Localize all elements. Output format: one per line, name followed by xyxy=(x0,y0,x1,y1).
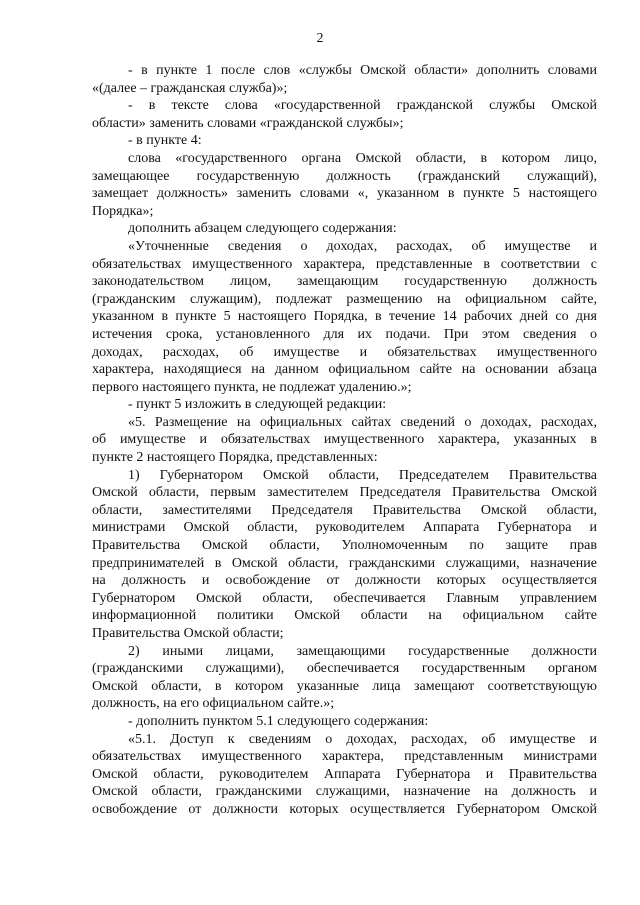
text-line: обязательствах имущественного характера, представленные в соответствии с xyxy=(92,256,597,272)
text-line: истечения срока, установленного для их подачи. При этом сведения о xyxy=(92,326,597,342)
text-line: об имуществе и обязательствах имущественного характера, указанных в xyxy=(92,432,597,448)
text-line: предпринимателей в Омской области, гражданскими служащими, назначение xyxy=(92,555,597,571)
text-line: освобождение от должности которых осуществляется Губернатором Омской xyxy=(92,801,597,817)
text-line: «Уточненные сведения о доходах, расходах, об имуществе и xyxy=(128,238,597,254)
text-line: - в пункте 4: xyxy=(128,133,202,149)
text-line: слова «государственного органа Омской области, в котором лицо, xyxy=(128,150,597,166)
text-line: характера, находящиеся на данном официальном сайте на основании абзаца xyxy=(92,362,597,378)
text-line: Омской области, в котором указанные лица замещают соответствующую xyxy=(92,678,597,694)
text-line: (гражданскими служащими), обеспечивается государственным органом xyxy=(92,661,597,677)
text-line: обязательствах имущественного характера, представленным министрами xyxy=(92,749,597,765)
text-line: 2) иными лицами, замещающими государственные должности xyxy=(128,643,597,659)
text-line: на должность и освобождение от должности которых осуществляется xyxy=(92,573,597,589)
text-line: министрами Омской области, руководителем Аппарата Губернатора и xyxy=(92,520,597,536)
text-line: Омской области, первым заместителем Председателя Правительства Омской xyxy=(92,485,597,501)
text-line: Порядка»; xyxy=(92,203,154,219)
text-line: указанном в пункте 5 настоящего Порядка, в течение 14 рабочих дней со дня xyxy=(92,309,597,325)
text-line: - в пункте 1 после слов «службы Омской области» дополнить словами xyxy=(128,63,597,78)
text-line: Губернатором Омской области, обеспечивается Главным управлением xyxy=(92,590,597,606)
text-line: замещающее государственную должность (гражданский служащий), xyxy=(92,168,597,184)
text-line: законодательством лицом, замещающим государственную должность xyxy=(92,274,597,290)
text-line: замещает должность» заменить словами «, указанном в пункте 5 настоящего xyxy=(92,186,597,202)
text-line: доходах, расходах, об имуществе и обязательствах имущественного xyxy=(92,344,597,360)
text-line: «5.1. Доступ к сведениям о доходах, расходах, об имуществе и xyxy=(128,731,597,747)
text-line: первого настоящего пункта, не подлежат удалению.»; xyxy=(92,379,412,395)
text-line: области» заменить словами «гражданской службы»; xyxy=(92,115,404,131)
text-line: - дополнить пунктом 5.1 следующего содержания: xyxy=(128,713,429,729)
text-line: должность, на его официальном сайте.»; xyxy=(92,696,335,712)
text-line: Правительства Омской области; xyxy=(92,626,284,641)
text-line: «(далее – гражданская служба)»; xyxy=(92,80,288,96)
page-number: 2 xyxy=(316,31,324,46)
text-line: Омской области, гражданскими служащими, назначение на должность и xyxy=(92,784,597,800)
text-line: области, заместителями Председателя Правительства Омской области, xyxy=(92,502,597,518)
text-line: «5. Размещение на официальных сайтах сведений о доходах, расходах, xyxy=(128,414,597,430)
text-line: - в тексте слова «государственной гражданской службы Омской xyxy=(128,98,597,114)
text-line: 1) Губернатором Омской области, Председателем Правительства xyxy=(128,467,597,483)
text-line: Правительства Омской области, Уполномоченным по защите прав xyxy=(92,538,597,554)
text-line: дополнить абзацем следующего содержания: xyxy=(128,221,397,237)
text-line: Омской области, руководителем Аппарата Губернатора и Правительства xyxy=(92,766,597,782)
document-body xyxy=(92,62,597,819)
text-line: информационной политики Омской области на официальном сайте xyxy=(92,608,597,624)
text-line: пункте 2 настоящего Порядка, представленных: xyxy=(92,450,378,466)
text-line: (гражданским служащим), подлежат размещению на официальном сайте, xyxy=(92,291,597,307)
text-line: - пункт 5 изложить в следующей редакции: xyxy=(128,397,387,413)
